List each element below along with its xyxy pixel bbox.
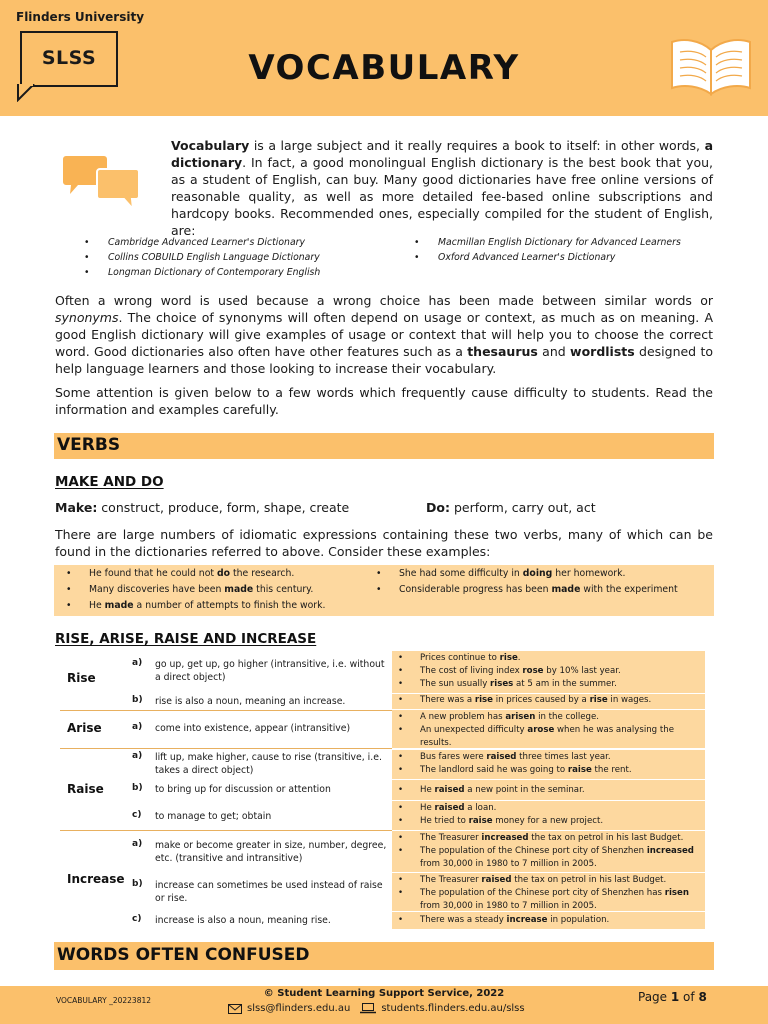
make-do-examples: [54, 565, 714, 616]
page-indicator: [638, 990, 707, 1004]
example-item: • Bus fares were raised three times last year.: [392, 751, 705, 764]
attention-paragraph: Some attention is given below to a few words which frequently cause difficulty to students. Read the information and examples carefully.: [55, 385, 713, 417]
example-item: • He raised a loan.: [392, 802, 705, 815]
row-label: b): [132, 879, 143, 889]
do-definition: [426, 500, 596, 515]
row-label: b): [132, 783, 143, 793]
document-code: VOCABULARY _20223812: [56, 996, 152, 1005]
university-name: Flinders University: [16, 10, 145, 24]
row-definition: rise is also a noun, meaning an increase.: [155, 696, 346, 707]
word-increase: Increase: [67, 872, 125, 886]
word-arise: Arise: [67, 721, 102, 735]
row-definition: increase can sometimes be used instead of raise or rise.: [155, 880, 383, 904]
row-definition: lift up, make higher, cause to rise (transitive, i.e. takes a direct object): [155, 752, 382, 776]
row-label: a): [132, 751, 143, 761]
example-item: • The population of the Chinese port city of Shenzhen increased from 30,000 in 1980 to 7 million in 2005.: [392, 845, 705, 871]
list-item: • Oxford Advanced Learner's Dictionary: [414, 250, 681, 265]
row-label: c): [132, 914, 142, 924]
example-item: • There was a steady increase in population.: [392, 914, 705, 927]
example-item: • Many discoveries have been made this century.: [64, 582, 325, 598]
make-do-heading: MAKE AND DO: [55, 474, 164, 490]
example-item: • The Treasurer increased the tax on petrol in his last Budget.: [392, 832, 705, 845]
row-label: c): [132, 810, 142, 820]
make-definition: [55, 500, 349, 515]
row-definition: go up, get up, go higher (intransitive, i.e. without a direct object): [155, 659, 385, 683]
row-examples: [392, 873, 705, 911]
row-label: a): [132, 722, 143, 732]
row-examples: [392, 694, 705, 709]
word-rise: Rise: [67, 671, 96, 685]
example-item: • The cost of living index rose by 10% last year.: [392, 665, 705, 678]
synonyms-paragraph: Often a wrong word is used because a wrong choice has been made between similar words or synonyms. The choice of synonyms will often depend on usage or context, as much as on meaning. A good English dictionary will give examples of usage or context that will help you to choose the correct word. Good dictionaries also often have other features such as a thesaurus and wordlists designed to help language learners and those looking to increase their vocabulary.: [55, 293, 713, 376]
example-item: • The landlord said he was going to raise the rent.: [392, 764, 705, 777]
example-item: • Considerable progress has been made with the experiment: [374, 582, 678, 598]
row-examples: [392, 750, 705, 779]
example-item: • The Treasurer raised the tax on petrol in his last Budget.: [392, 874, 705, 887]
table-divider: [60, 830, 392, 831]
row-examples: [392, 801, 705, 830]
email-link[interactable]: slss@flinders.edu.au: [247, 1003, 351, 1014]
row-examples: [392, 780, 705, 800]
idiom-paragraph: There are large numbers of idiomatic expressions containing these two verbs, many of which can be found in the dictionaries referred to above. Consider these examples:: [55, 527, 713, 559]
row-definition: increase is also a noun, meaning rise.: [155, 915, 331, 926]
row-examples: [392, 651, 705, 693]
example-item: • A new problem has arisen in the college.: [392, 711, 705, 724]
list-item: • Collins COBUILD English Language Dictionary: [84, 250, 320, 265]
copyright: © Student Learning Support Service, 2022: [263, 988, 505, 999]
example-item: • The sun usually rises at 5 am in the summer.: [392, 678, 705, 691]
make-text: construct, produce, form, shape, create: [97, 500, 350, 515]
rise-heading: RISE, ARISE, RAISE AND INCREASE: [55, 631, 317, 647]
dictionary-list-left: [84, 235, 320, 280]
example-item: • There was a rise in prices caused by a rise in wages.: [392, 694, 705, 707]
make-label: Make:: [55, 500, 98, 515]
page-header: [0, 0, 768, 116]
verbs-heading: VERBS: [54, 433, 714, 459]
table-divider: [60, 748, 392, 749]
page-total: 8: [698, 990, 707, 1004]
example-item: • He tried to raise money for a new project.: [392, 815, 705, 828]
logo-text: SLSS: [41, 47, 97, 69]
page-footer: [0, 986, 768, 1024]
list-item: • Cambridge Advanced Learner's Dictionary: [84, 235, 320, 250]
row-examples: [392, 710, 705, 748]
do-label: Do:: [426, 500, 450, 515]
intro-paragraph: Vocabulary is a large subject and it really requires a book to itself: in other words, a dictionary. In fact, a good monolingual English dictionary is the best book that you, as a student of English, can buy. Many good dictionaries have free online versions of reasonable quality, as well as more detailed fee-based online subscriptions and hardcopy books. Recommended ones, especially compiled for the student of English, are:: [171, 138, 713, 238]
row-label: a): [132, 839, 143, 849]
examples-list-right: [374, 566, 678, 598]
row-examples: [392, 912, 705, 929]
example-item: • He made a number of attempts to finish the work.: [64, 598, 325, 614]
example-item: • He found that he could not do the research.: [64, 566, 325, 582]
page-prefix: Page: [638, 990, 671, 1004]
example-item: • An unexpected difficulty arose when he was analysing the results.: [392, 724, 705, 750]
row-label: b): [132, 695, 143, 705]
page-current: 1: [670, 990, 680, 1004]
chat-bubbles-icon: [62, 154, 142, 218]
table-divider: [60, 710, 392, 711]
website-link[interactable]: students.flinders.edu.au/slss: [381, 1003, 525, 1014]
list-item: • Macmillan English Dictionary for Advanced Learners: [414, 235, 681, 250]
example-item: • She had some difficulty in doing her homework.: [374, 566, 678, 582]
row-definition: to bring up for discussion or attention: [155, 784, 331, 795]
contact-info: [228, 1003, 525, 1014]
list-item: • Longman Dictionary of Contemporary English: [84, 265, 320, 280]
page-of: of: [679, 990, 699, 1004]
row-examples: [392, 831, 705, 872]
envelope-icon: [228, 1004, 242, 1014]
example-item: • He raised a new point in the seminar.: [392, 784, 705, 797]
words-confused-heading: WORDS OFTEN CONFUSED: [54, 942, 714, 970]
dictionary-list-right: [414, 235, 681, 265]
row-definition: to manage to get; obtain: [155, 811, 272, 822]
laptop-icon: [360, 1003, 376, 1014]
examples-list-left: [64, 566, 325, 614]
example-item: • The population of the Chinese port city of Shenzhen has risen from 30,000 in 1980 to 7 million in 2005.: [392, 887, 705, 913]
example-item: • Prices continue to rise.: [392, 652, 705, 665]
row-definition: come into existence, appear (intransitive): [155, 723, 351, 734]
row-label: a): [132, 658, 143, 668]
open-book-icon: [668, 30, 754, 98]
do-text: perform, carry out, act: [449, 500, 596, 515]
row-definition: make or become greater in size, number, degree, etc. (transitive and intransitive): [155, 840, 387, 864]
page-title: VOCABULARY: [248, 48, 520, 88]
word-raise: Raise: [67, 782, 104, 796]
